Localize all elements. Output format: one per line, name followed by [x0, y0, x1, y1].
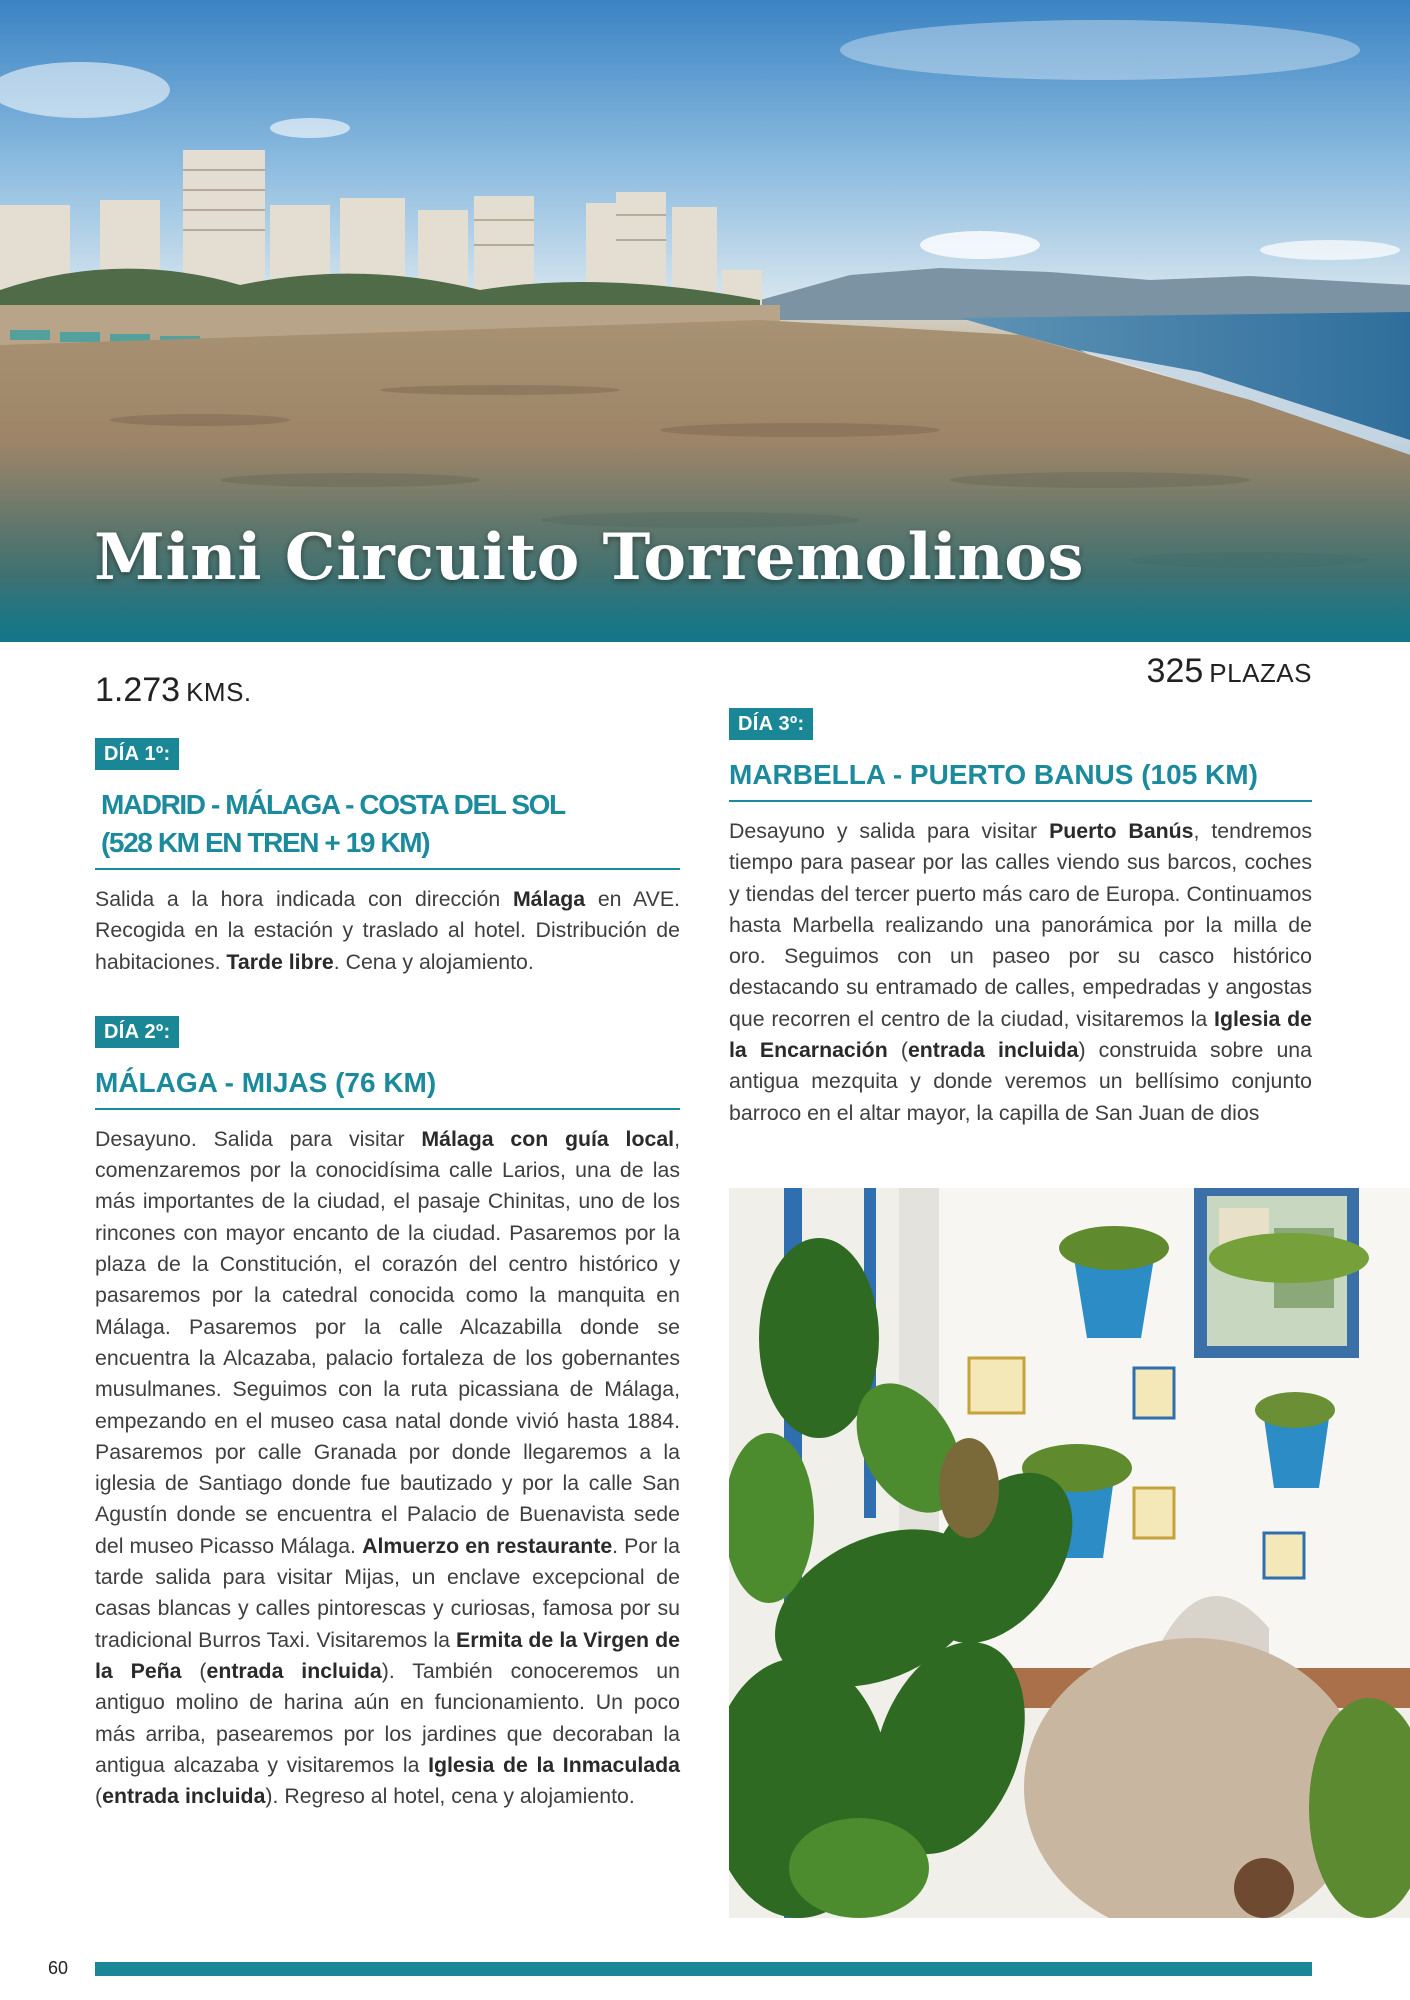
day-1-title-line2: (528 KM EN TREN + 19 KM) — [101, 827, 430, 858]
text-run: ( — [887, 1038, 908, 1063]
text-run: ( — [181, 1658, 207, 1683]
side-image — [729, 1188, 1410, 1918]
hero-image — [0, 0, 1410, 642]
text-run: Salida a la hora indicada con dirección — [95, 887, 513, 911]
left-column — [95, 738, 680, 1812]
text-run: en AVE. Recogida en la estación y traslado al hotel. Distribución de habitaciones. — [95, 887, 680, 974]
text-run: Desayuno y salida para visitar — [729, 819, 1050, 843]
right-column — [729, 708, 1312, 1129]
bold-run: Iglesia de la Inmaculada — [428, 1752, 680, 1777]
seats-value: 325 — [1146, 652, 1204, 690]
text-run: ( — [95, 1784, 103, 1809]
bold-run: Málaga con guía local — [421, 1126, 675, 1151]
day-3-title: MARBELLA - PUERTO BANUS (105 KM) — [729, 756, 1312, 802]
bold-run: Ermita de la Virgen de la Peña — [95, 1627, 680, 1683]
bold-run: Tarde libre — [226, 949, 334, 974]
text-run: ). Regreso al hotel, cena y alojamiento. — [265, 1784, 635, 1809]
distance-unit: KMS. — [186, 677, 252, 707]
text-run: ). También conoceremos un antiguo molino de harina aún en funcionamiento. Un poco más arriba, pasearemos por los jardines que decoraban la antigua alcazaba y visitaremos la — [95, 1658, 680, 1777]
day-1-section — [95, 738, 680, 978]
day-1-description — [95, 884, 680, 978]
footer-bar — [95, 1962, 1312, 1976]
page-title: Mini Circuito Torremolinos — [94, 520, 1084, 595]
text-run: Desayuno. Salida para visitar — [95, 1126, 422, 1151]
bold-run: Almuerzo en restaurante — [362, 1533, 613, 1558]
day-3-description — [729, 816, 1312, 1129]
bold-run: entrada incluida — [907, 1038, 1079, 1063]
seats-stat — [1147, 652, 1312, 691]
distance-stat — [95, 671, 252, 710]
day-2-section — [95, 1016, 680, 1813]
day-1-badge: DÍA 1º: — [95, 738, 179, 770]
flowerpots-photo — [729, 1188, 1410, 1918]
day-2-badge: DÍA 2º: — [95, 1016, 179, 1048]
page-number: 60 — [48, 1958, 69, 1978]
distance-value: 1.273 — [95, 671, 181, 709]
text-run: , comenzaremos por la conocidísima calle Larios, una de las más importantes de la ciudad, el pasaje Chinitas, uno de los rincones con mayor encanto de la ciudad. Pasaremos por la plaza de la Constitución, el corazón del centro histórico y pasaremos por la catedral conocida como la manquita en Málaga. Pasaremos por la calle Alcazabilla donde se encuentra la Alcazaba, palacio fortaleza de los gobernantes musulmanes. Seguimos con la ruta picassiana de Málaga, empezando en el museo casa natal donde vivió hasta 1884. Pasaremos por calle Granada por donde llegaremos a la iglesia de Santiago donde fue bautizado y por la calle San Agustín donde se encuentra el Palacio de Buenavista sede del museo Picasso Málaga. — [95, 1126, 680, 1558]
bold-run: entrada incluida — [206, 1658, 382, 1683]
seats-unit: PLAZAS — [1209, 658, 1312, 688]
bold-run: entrada incluida — [102, 1784, 266, 1809]
bold-run: Iglesia de la Encarnación — [729, 1006, 1312, 1063]
day-2-description — [95, 1124, 680, 1813]
text-run: . Cena y alojamiento. — [333, 949, 534, 974]
text-run: , tendremos tiempo para pasear por las calles viendo sus barcos, coches y tiendas del tercer puerto más caro de Europa. Continuamos hasta Marbella realizando una panorámica por la milla de oro. Seguimos con un paseo por su casco histórico destacando su entramado de calles, empedradas y angostas que recorren el centro de la ciudad, visitaremos la — [729, 819, 1312, 1031]
day-3-section — [729, 708, 1312, 1129]
bold-run: Puerto Banús — [1049, 819, 1194, 843]
text-run: . Por la tarde salida para visitar Mijas, un enclave excepcional de casas blancas y calles pintorescas y curiosas, famosa por su tradicional Burros Taxi. Visitaremos la — [95, 1533, 681, 1652]
text-run: ) construida sobre una antigua mezquita y donde veremos un bellísimo conjunto barroco en el altar mayor, la capilla de San Juan de dios — [729, 1038, 1312, 1125]
day-3-badge: DÍA 3º: — [729, 708, 813, 740]
day-1-title-line1: MADRID - MÁLAGA - COSTA DEL SOL — [101, 789, 565, 820]
day-1-title — [95, 786, 680, 870]
day-2-title: MÁLAGA - MIJAS (76 KM) — [95, 1064, 680, 1110]
bold-run: Málaga — [512, 887, 586, 911]
